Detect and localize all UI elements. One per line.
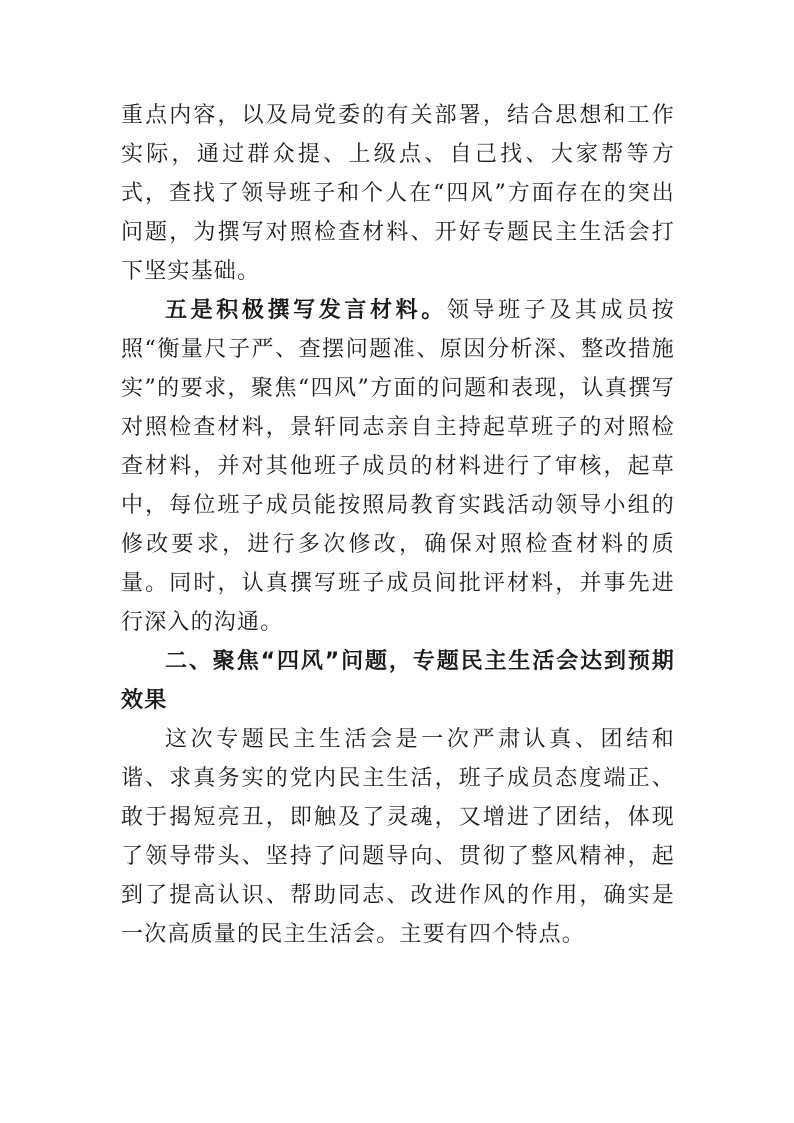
paragraph-text: 重点内容，以及局党委的有关部署，结合思想和工作实际，通过群众提、上级点、自己找、大家帮等方式，查找了领导班子和个人在“四风”方面存在的突出问题，为撰写对照检查材料、开好专题民主生活会打下坚实基础。: [121, 103, 675, 284]
section-heading: 二、聚焦“四风”问题，专题民主生活会达到预期效果: [121, 649, 675, 713]
paragraph-text: 领导班子及其成员按照“衡量尺子严、查摆问题准、原因分析深、整改措施实”的要求，聚焦“四风”方面的问题和表现，认真撰写对照检查材料，景轩同志亲自主持起草班子的对照检查材料，并对其他班子成员的材料进行了审核，起草中，每位班子成员能按照局教育实践活动领导小组的修改要求，进行多次修改，确保对照检查材料的质量。同时，认真撰写班子成员间批评材料，并事先进行深入的沟通。: [121, 298, 675, 635]
paragraph-lead: 五是积极撰写发言材料。: [165, 297, 447, 323]
paragraph-text: 这次专题民主生活会是一次严肃认真、团结和谐、求真务实的党内民主生活，班子成员态度端正、敢于揭短亮丑，即触及了灵魂，又增进了团结，体现了领导带头、坚持了问题导向、贯彻了整风精神，起到了提高认识、帮助同志、改进作风的作用，确实是一次高质量的民主生活会。主要有四个特点。: [121, 727, 675, 947]
paragraph-item-five: [121, 291, 675, 642]
document-body: [121, 96, 675, 954]
paragraph-continuation: [121, 96, 675, 291]
paragraph-summary: [121, 720, 675, 954]
